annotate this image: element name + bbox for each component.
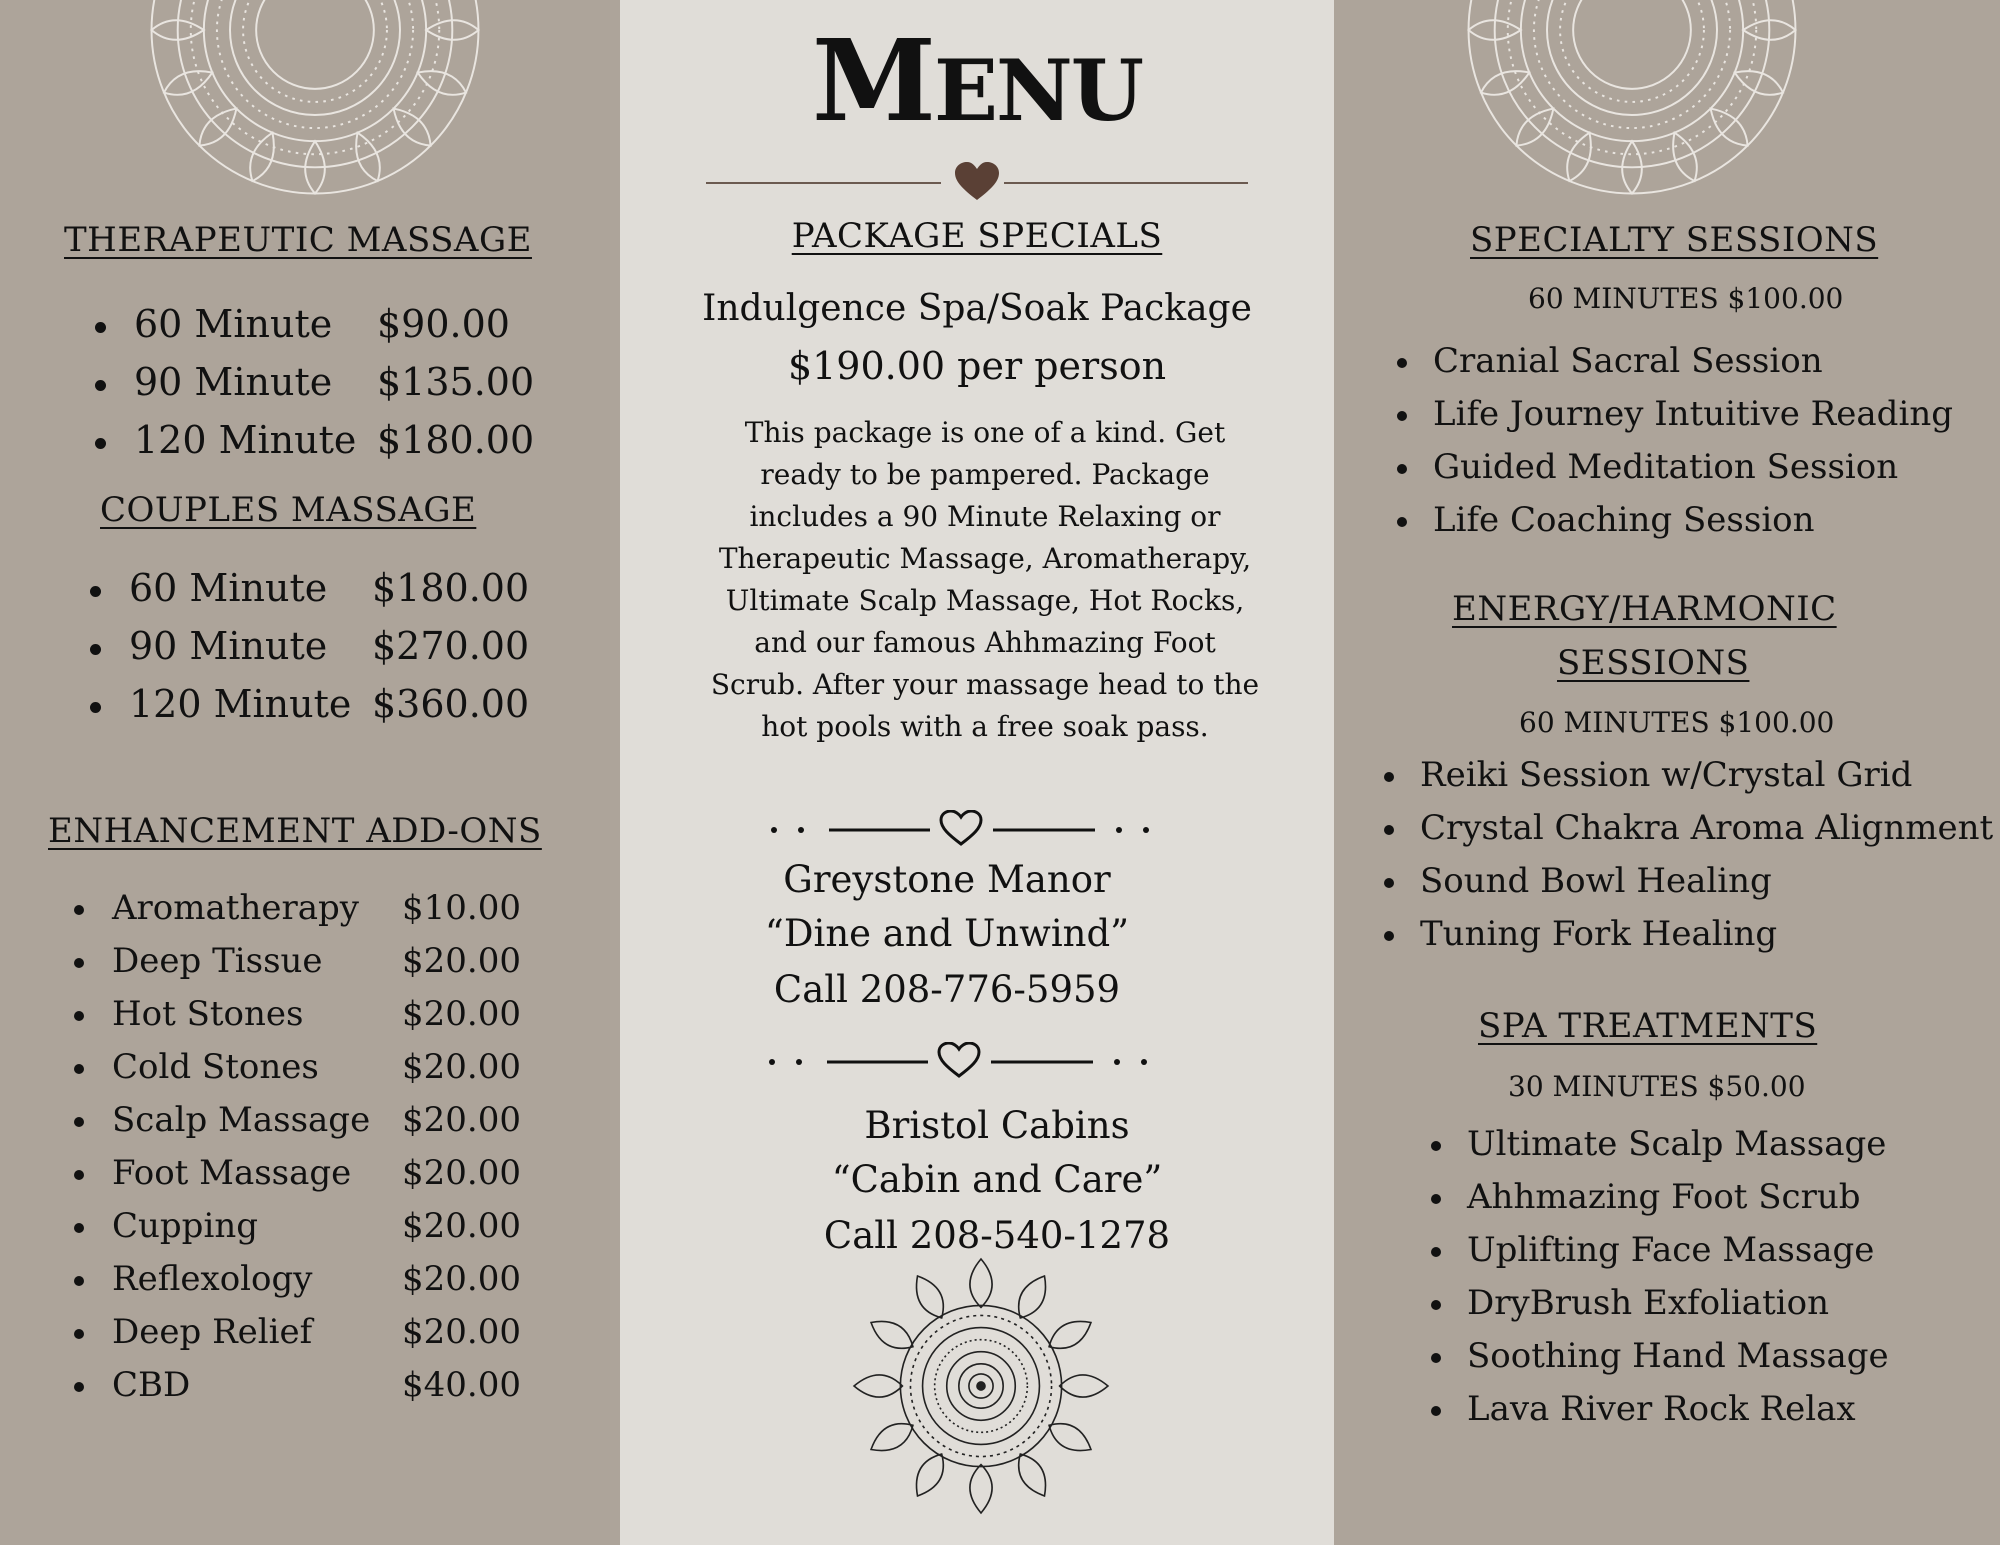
- item-name: Hot Stones: [112, 994, 304, 1034]
- item-price: $20.00: [402, 1100, 521, 1140]
- bullet-icon: [1431, 1141, 1441, 1151]
- item-name: Deep Tissue: [112, 941, 323, 981]
- item-price: $20.00: [402, 1047, 521, 1087]
- spa-sub: 30 MINUTES $50.00: [1508, 1070, 1806, 1103]
- bullet-icon: [1431, 1247, 1441, 1257]
- bullet-icon: [1384, 931, 1394, 941]
- bullet-icon: [95, 322, 106, 333]
- item-name: Deep Relief: [112, 1312, 313, 1352]
- item-name: Reiki Session w/Crystal Grid: [1420, 755, 1913, 795]
- bullet-icon: [1384, 825, 1394, 835]
- item-name: Life Coaching Session: [1433, 500, 1815, 540]
- heart-icon: [706, 160, 1248, 204]
- energy-sub: 60 MINUTES $100.00: [1519, 706, 1835, 739]
- description-line: hot pools with a free soak pass.: [761, 710, 1209, 743]
- bullet-icon: [74, 1011, 84, 1021]
- partner2-name: Bristol Cabins: [864, 1104, 1130, 1147]
- item-price: $20.00: [402, 1312, 521, 1352]
- description-line: This package is one of a kind. Get: [744, 416, 1226, 449]
- bullet-icon: [74, 1382, 84, 1392]
- bullet-icon: [74, 1276, 84, 1286]
- item-name: Aromatherapy: [112, 888, 359, 928]
- item-name: Crystal Chakra Aroma Alignment: [1420, 808, 1994, 848]
- description-line: Ultimate Scalp Massage, Hot Rocks,: [725, 584, 1245, 617]
- item-name: Cupping: [112, 1206, 258, 1246]
- item-price: $10.00: [402, 888, 521, 928]
- bullet-icon: [74, 1329, 84, 1339]
- therapeutic-heading: THERAPEUTIC MASSAGE: [64, 220, 532, 260]
- description-line: ready to be pampered. Package: [760, 458, 1210, 491]
- item-name: Soothing Hand Massage: [1467, 1336, 1889, 1376]
- page-title: MENU: [811, 16, 1143, 147]
- item-price: $20.00: [402, 1259, 521, 1299]
- mandala-icon: [55, 0, 575, 200]
- item-name: Life Journey Intuitive Reading: [1433, 394, 1953, 434]
- bullet-icon: [1431, 1300, 1441, 1310]
- bullet-icon: [1431, 1194, 1441, 1204]
- description-line: and our famous Ahhmazing Foot: [754, 626, 1216, 659]
- bullet-icon: [1397, 517, 1407, 527]
- item-price: $40.00: [402, 1365, 521, 1405]
- item-name: 60 Minute: [129, 566, 328, 610]
- bullet-icon: [74, 1064, 84, 1074]
- bullet-icon: [74, 1223, 84, 1233]
- bullet-icon: [90, 644, 101, 655]
- mandala-icon: [1372, 0, 1892, 200]
- bullet-icon: [74, 1170, 84, 1180]
- item-price: $180.00: [377, 418, 535, 462]
- bullet-icon: [74, 1117, 84, 1127]
- item-name: 90 Minute: [134, 360, 333, 404]
- heart-outline-icon: [763, 1042, 1153, 1078]
- package-heading: PACKAGE SPECIALS: [791, 216, 1163, 256]
- bullet-icon: [1397, 411, 1407, 421]
- bullet-icon: [95, 380, 106, 391]
- item-price: $360.00: [372, 682, 530, 726]
- bullet-icon: [1384, 772, 1394, 782]
- item-price: $90.00: [377, 302, 510, 346]
- energy-heading-line1: ENERGY/HARMONIC: [1452, 589, 1837, 629]
- item-name: Cold Stones: [112, 1047, 319, 1087]
- item-price: $20.00: [402, 994, 521, 1034]
- item-name: Lava River Rock Relax: [1467, 1389, 1856, 1429]
- specialty-heading: SPECIALTY SESSIONS: [1470, 220, 1879, 260]
- package-price: $190.00 per person: [787, 344, 1167, 388]
- bullet-icon: [1431, 1353, 1441, 1363]
- item-name: Uplifting Face Massage: [1467, 1230, 1875, 1270]
- bullet-icon: [1397, 464, 1407, 474]
- item-name: 90 Minute: [129, 624, 328, 668]
- description-line: Scrub. After your massage head to the: [710, 668, 1260, 701]
- item-name: CBD: [112, 1365, 191, 1405]
- partner1-phone: Call 208-776-5959: [773, 968, 1121, 1011]
- partner1-name: Greystone Manor: [783, 858, 1111, 901]
- addons-heading: ENHANCEMENT ADD-ONS: [48, 811, 542, 851]
- heart-outline-icon: [765, 810, 1155, 846]
- specialty-sub: 60 MINUTES $100.00: [1528, 282, 1844, 315]
- bullet-icon: [95, 438, 106, 449]
- item-price: $135.00: [377, 360, 535, 404]
- bullet-icon: [1384, 878, 1394, 888]
- item-name: Scalp Massage: [112, 1100, 371, 1140]
- item-name: 60 Minute: [134, 302, 333, 346]
- item-name: Guided Meditation Session: [1433, 447, 1899, 487]
- partner2-phone: Call 208-540-1278: [823, 1214, 1171, 1257]
- item-price: $20.00: [402, 941, 521, 981]
- bullet-icon: [74, 958, 84, 968]
- description-line: includes a 90 Minute Relaxing or: [749, 500, 1221, 533]
- item-price: $20.00: [402, 1206, 521, 1246]
- item-name: DryBrush Exfoliation: [1467, 1283, 1829, 1323]
- item-name: Ultimate Scalp Massage: [1467, 1124, 1887, 1164]
- mandala-icon: [850, 1255, 1112, 1517]
- item-name: Reflexology: [112, 1259, 313, 1299]
- description-line: Therapeutic Massage, Aromatherapy,: [718, 542, 1252, 575]
- item-name: 120 Minute: [134, 418, 357, 462]
- item-name: Sound Bowl Healing: [1420, 861, 1772, 901]
- spa-heading: SPA TREATMENTS: [1478, 1006, 1818, 1046]
- item-name: 120 Minute: [129, 682, 352, 726]
- item-name: Tuning Fork Healing: [1420, 914, 1778, 954]
- energy-heading-line2: SESSIONS: [1557, 643, 1750, 683]
- partner2-tagline: “Cabin and Care”: [831, 1158, 1163, 1201]
- item-price: $180.00: [372, 566, 530, 610]
- bullet-icon: [1431, 1406, 1441, 1416]
- package-name: Indulgence Spa/Soak Package: [702, 288, 1252, 329]
- bullet-icon: [74, 905, 84, 915]
- item-price: $270.00: [372, 624, 530, 668]
- partner1-tagline: “Dine and Unwind”: [764, 912, 1130, 955]
- item-name: Cranial Sacral Session: [1433, 341, 1823, 381]
- item-name: Foot Massage: [112, 1153, 352, 1193]
- bullet-icon: [1397, 358, 1407, 368]
- couples-heading: COUPLES MASSAGE: [100, 490, 477, 530]
- item-name: Ahhmazing Foot Scrub: [1467, 1177, 1861, 1217]
- bullet-icon: [90, 702, 101, 713]
- item-price: $20.00: [402, 1153, 521, 1193]
- bullet-icon: [90, 586, 101, 597]
